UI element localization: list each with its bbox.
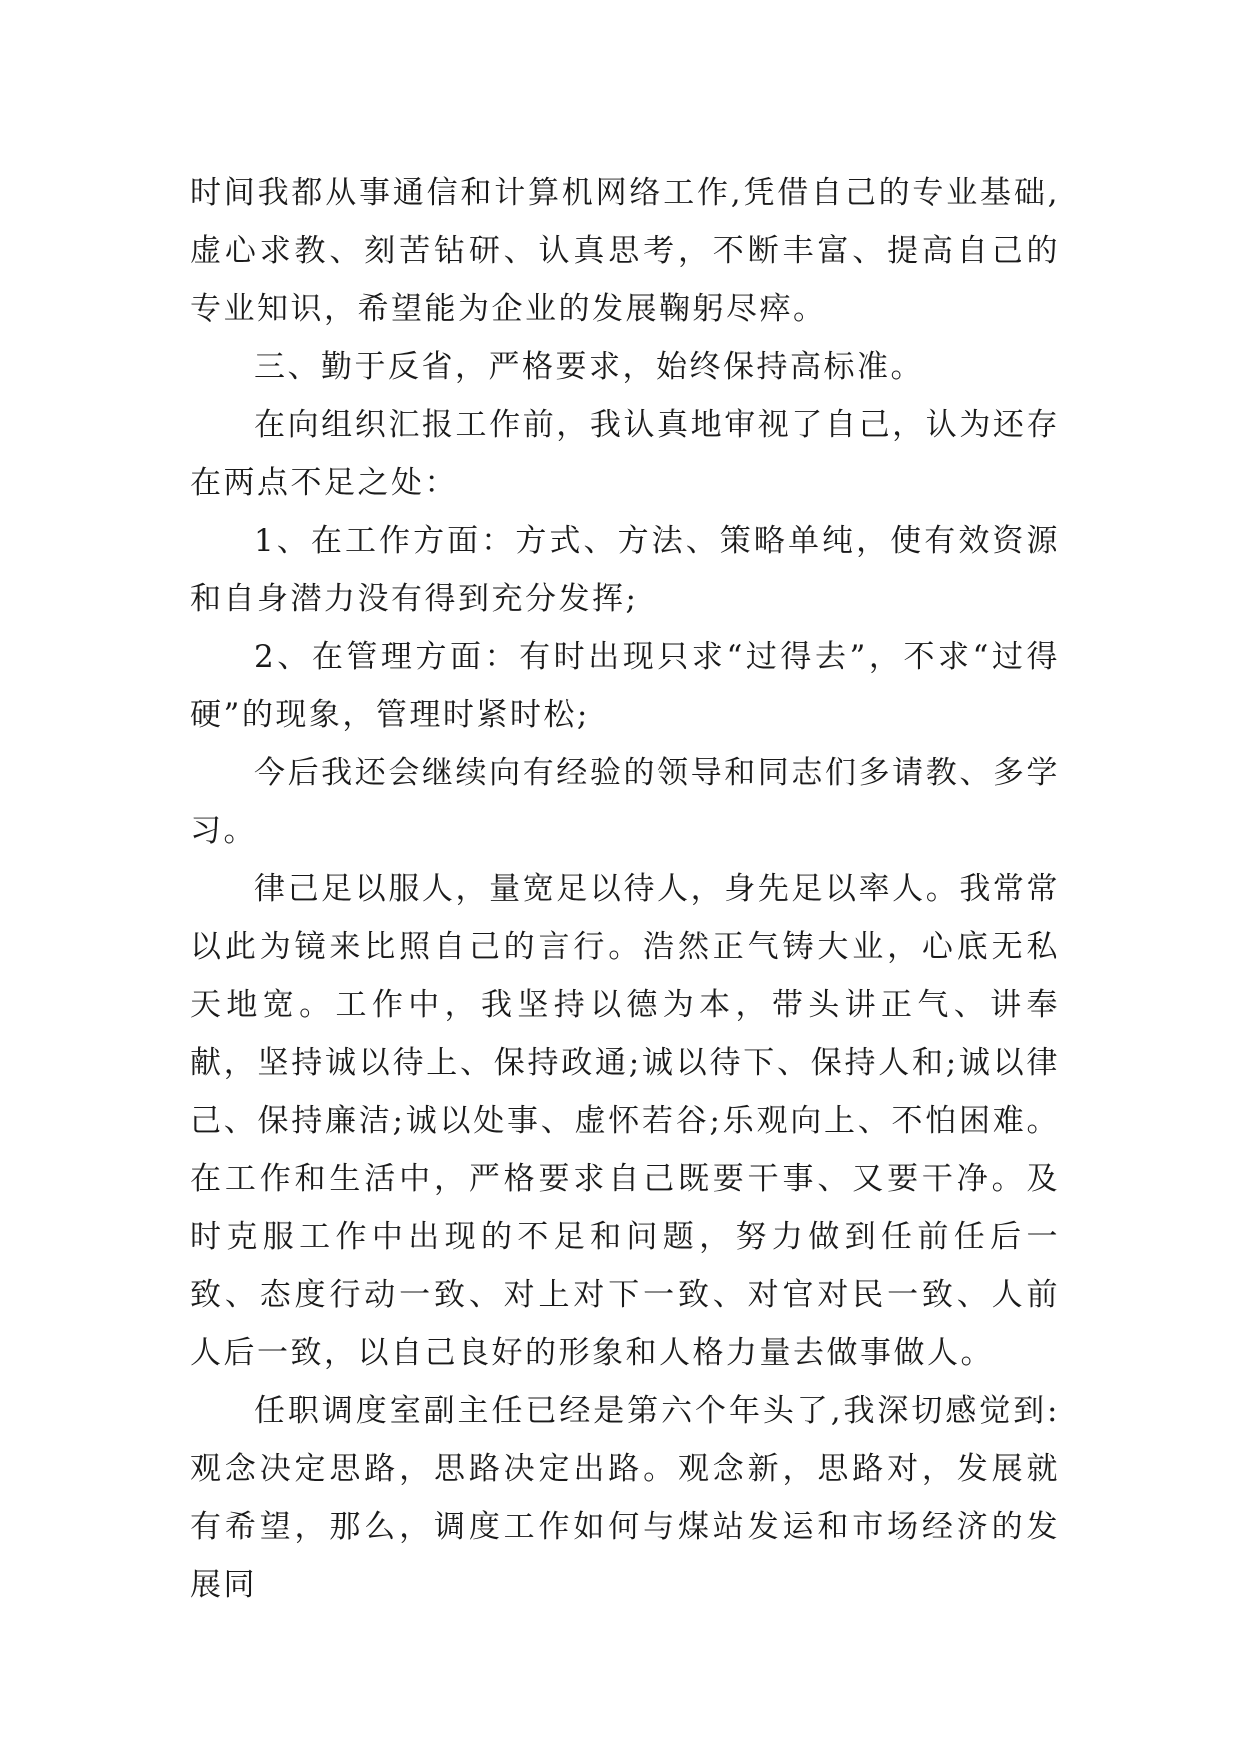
paragraph-7: 律己足以服人，量宽足以待人，身先足以率人。我常常以此为镜来比照自己的言行。浩然正气铸大业，心底无私天地宽。工作中，我坚持以德为本，带头讲正气、讲奉献，坚持诚以待上、保持政通;诚以待下、保持人和;诚以律己、保持廉洁;诚以处事、虚怀若谷;乐观向上、不怕困难。在工作和生活中，严格要求自己既要干事、又要干净。及时克服工作中出现的不足和问题，努力做到任前任后一致、态度行动一致、对上对下一致、对官对民一致、人前人后一致，以自己良好的形象和人格力量去做事做人。	[190, 871, 1060, 1371]
paragraph-4: 1、在工作方面：方式、方法、策略单纯，使有效资源和自身潜力没有得到充分发挥;	[190, 523, 1060, 617]
paragraph-1: 时间我都从事通信和计算机网络工作,凭借自己的专业基础,虚心求教、刻苦钻研、认真思考，不断丰富、提高自己的专业知识，希望能为企业的发展鞠躬尽瘁。	[190, 175, 1060, 327]
document-body	[190, 164, 1060, 1614]
paragraph-5: 2、在管理方面：有时出现只求“过得去”，不求“过得硬”的现象，管理时紧时松;	[190, 639, 1060, 733]
paragraph-3: 在向组织汇报工作前，我认真地审视了自己，认为还存在两点不足之处：	[190, 407, 1060, 501]
paragraph-8: 任职调度室副主任已经是第六个年头了,我深切感觉到:观念决定思路，思路决定出路。观念新，思路对，发展就有希望，那么，调度工作如何与煤站发运和市场经济的发展同	[190, 1393, 1060, 1603]
paragraph-2: 三、勤于反省，严格要求，始终保持高标准。	[254, 349, 924, 385]
paragraph-6: 今后我还会继续向有经验的领导和同志们多请教、多学习。	[190, 755, 1060, 849]
